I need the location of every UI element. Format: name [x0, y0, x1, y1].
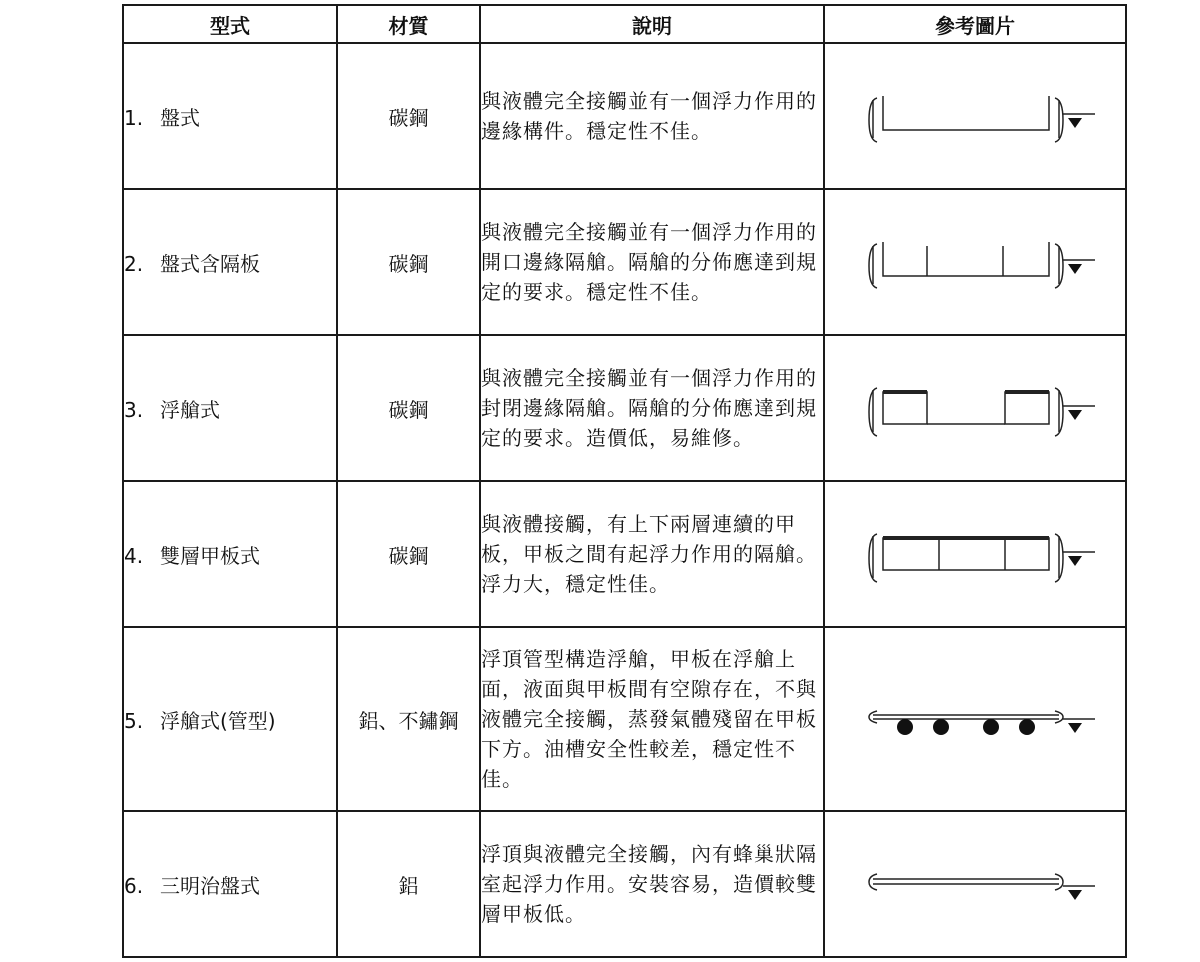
header-type: 型式 [123, 5, 337, 43]
table-row [123, 189, 1126, 335]
material-cell: 碳鋼 [337, 481, 480, 627]
type-cell [123, 627, 337, 811]
table-row [123, 811, 1126, 957]
bulkhead-pan-diagram [855, 232, 1095, 292]
header-material: 材質 [337, 5, 480, 43]
type-label: 浮艙式 [160, 397, 220, 422]
pan-roof-diagram [855, 86, 1095, 146]
material-cell: 碳鋼 [337, 189, 480, 335]
description-cell: 與液體接觸，有上下兩層連續的甲板，甲板之間有起浮力作用的隔艙。浮力大，穩定性佳。 [480, 481, 824, 627]
image-cell [824, 627, 1126, 811]
double-deck-diagram [855, 524, 1095, 584]
material-cell: 鋁 [337, 811, 480, 957]
sandwich-panel-diagram [855, 854, 1095, 914]
pontoon-roof-diagram [855, 378, 1095, 438]
floating-roof-table [122, 4, 1127, 958]
image-cell [824, 335, 1126, 481]
material-cell: 碳鋼 [337, 43, 480, 189]
row-number: 5. [124, 708, 144, 733]
row-number: 2. [124, 251, 144, 276]
table-row [123, 335, 1126, 481]
header-image: 參考圖片 [824, 5, 1126, 43]
description-cell: 浮頂管型構造浮艙，甲板在浮艙上面，液面與甲板間有空隙存在，不與液體完全接觸，蒸發氣體殘留在甲板下方。油槽安全性較差，穩定性不佳。 [480, 627, 824, 811]
type-cell [123, 43, 337, 189]
row-number: 1. [124, 105, 144, 130]
type-label: 雙層甲板式 [160, 543, 260, 568]
image-cell [824, 189, 1126, 335]
type-label: 盤式含隔板 [160, 251, 260, 276]
description-cell: 與液體完全接觸並有一個浮力作用的封閉邊緣隔艙。隔艙的分佈應達到規定的要求。造價低，易維修。 [480, 335, 824, 481]
table-row [123, 43, 1126, 189]
type-label: 盤式 [160, 105, 200, 130]
description-cell: 與液體完全接觸並有一個浮力作用的邊緣構件。穩定性不佳。 [480, 43, 824, 189]
type-label: 浮艙式(管型) [160, 708, 276, 733]
material-cell: 碳鋼 [337, 335, 480, 481]
table-row [123, 627, 1126, 811]
type-label: 三明治盤式 [160, 873, 260, 898]
header-row [123, 5, 1126, 43]
type-cell [123, 335, 337, 481]
material-cell: 鋁、不鏽鋼 [337, 627, 480, 811]
image-cell [824, 43, 1126, 189]
type-cell [123, 811, 337, 957]
row-number: 6. [124, 873, 144, 898]
type-cell [123, 189, 337, 335]
description-cell: 浮頂與液體完全接觸，內有蜂巢狀隔室起浮力作用。安裝容易，造價較雙層甲板低。 [480, 811, 824, 957]
type-cell [123, 481, 337, 627]
row-number: 4. [124, 543, 144, 568]
description-cell: 與液體完全接觸並有一個浮力作用的開口邊緣隔艙。隔艙的分佈應達到規定的要求。穩定性不佳。 [480, 189, 824, 335]
header-description: 說明 [480, 5, 824, 43]
image-cell [824, 811, 1126, 957]
row-number: 3. [124, 397, 144, 422]
tubular-pontoon-diagram [855, 689, 1095, 749]
image-cell [824, 481, 1126, 627]
table-row [123, 481, 1126, 627]
